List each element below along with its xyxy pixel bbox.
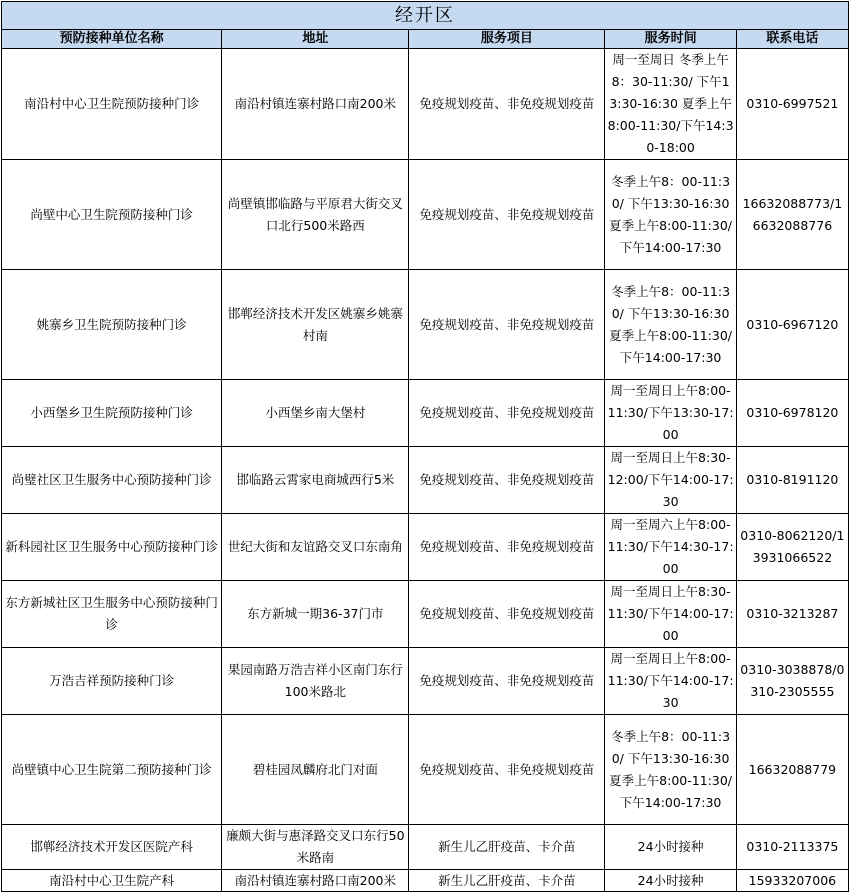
- cell-phone: 0310-6967120: [736, 270, 848, 380]
- cell-address: 南沿村镇连寨村路口南200米: [222, 49, 409, 160]
- cell-service: 免疫规划疫苗、非免疫规划疫苗: [409, 270, 605, 380]
- cell-phone: 0310-8062120/13931066522: [736, 514, 848, 581]
- cell-service: 免疫规划疫苗、非免疫规划疫苗: [409, 648, 605, 715]
- cell-phone: 0310-3213287: [736, 581, 848, 648]
- cell-service: 免疫规划疫苗、非免疫规划疫苗: [409, 49, 605, 160]
- cell-service: 新生儿乙肝疫苗、卡介苗: [409, 870, 605, 892]
- cell-address: 廉颇大街与惠泽路交叉口东行50米路南: [222, 825, 409, 870]
- cell-phone: 16632088773/16632088776: [736, 160, 848, 270]
- table-body: [2, 49, 849, 892]
- cell-phone: 0310-6978120: [736, 380, 848, 447]
- cell-time: 周一至周日上午8:30-11:30/下午14:00-17:00: [605, 581, 736, 648]
- cell-address: 邯郸经济技术开发区姚寨乡姚寨村南: [222, 270, 409, 380]
- cell-phone: 0310-6997521: [736, 49, 848, 160]
- cell-address: 世纪大街和友谊路交叉口东南角: [222, 514, 409, 581]
- table-title: 经开区: [2, 2, 849, 30]
- cell-time: 周一至周六上午8:00-11:30/下午14:30-17:00: [605, 514, 736, 581]
- table-row: [2, 825, 849, 870]
- cell-name: 新科园社区卫生服务中心预防接种门诊: [2, 514, 222, 581]
- cell-service: 免疫规划疫苗、非免疫规划疫苗: [409, 380, 605, 447]
- table-row: [2, 380, 849, 447]
- table-row: [2, 447, 849, 514]
- cell-address: 东方新城一期36-37门市: [222, 581, 409, 648]
- cell-address: 南沿村镇连寨村路口南200米: [222, 870, 409, 892]
- cell-name: 尚壁镇中心卫生院第二预防接种门诊: [2, 715, 222, 825]
- cell-service: 免疫规划疫苗、非免疫规划疫苗: [409, 581, 605, 648]
- header-phone: 联系电话: [736, 30, 848, 49]
- table-row: [2, 514, 849, 581]
- cell-time: 冬季上午8：00-11:30/ 下午13:30-16:30 夏季上午8:00-11:30/下午14:00-17:30: [605, 160, 736, 270]
- cell-service: 免疫规划疫苗、非免疫规划疫苗: [409, 447, 605, 514]
- table-row: [2, 648, 849, 715]
- cell-name: 姚寨乡卫生院预防接种门诊: [2, 270, 222, 380]
- cell-address: 小西堡乡南大堡村: [222, 380, 409, 447]
- cell-time: 周一至周日上午8:30-12:00/下午14:00-17:30: [605, 447, 736, 514]
- cell-phone: 15933207006: [736, 870, 848, 892]
- table-row: [2, 715, 849, 825]
- cell-time: 24小时接种: [605, 825, 736, 870]
- header-time: 服务时间: [605, 30, 736, 49]
- cell-time: 周一至周日上午8:00-11:30/下午14:00-17:30: [605, 648, 736, 715]
- cell-phone: 16632088779: [736, 715, 848, 825]
- cell-name: 南沿村中心卫生院产科: [2, 870, 222, 892]
- cell-service: 免疫规划疫苗、非免疫规划疫苗: [409, 514, 605, 581]
- header-name: 预防接种单位名称: [2, 30, 222, 49]
- cell-service: 免疫规划疫苗、非免疫规划疫苗: [409, 715, 605, 825]
- clinic-table: [1, 1, 849, 892]
- cell-name: 尚壁中心卫生院预防接种门诊: [2, 160, 222, 270]
- cell-phone: 0310-3038878/0310-2305555: [736, 648, 848, 715]
- cell-service: 新生儿乙肝疫苗、卡介苗: [409, 825, 605, 870]
- cell-name: 南沿村中心卫生院预防接种门诊: [2, 49, 222, 160]
- cell-name: 小西堡乡卫生院预防接种门诊: [2, 380, 222, 447]
- cell-time: 周一至周日上午8:00-11:30/下午13:30-17:00: [605, 380, 736, 447]
- table-row: [2, 581, 849, 648]
- cell-name: 万浩吉祥预防接种门诊: [2, 648, 222, 715]
- cell-address: 果园南路万浩吉祥小区南门东行100米路北: [222, 648, 409, 715]
- cell-address: 邯临路云霄家电商城西行5米: [222, 447, 409, 514]
- cell-time: 冬季上午8：00-11:30/ 下午13:30-16:30 夏季上午8:00-11:30/下午14:00-17:30: [605, 715, 736, 825]
- header-address: 地址: [222, 30, 409, 49]
- table-row: [2, 270, 849, 380]
- cell-phone: 0310-8191120: [736, 447, 848, 514]
- header-service: 服务项目: [409, 30, 605, 49]
- table-row: [2, 49, 849, 160]
- table-row: [2, 870, 849, 892]
- table-row: [2, 160, 849, 270]
- cell-time: 24小时接种: [605, 870, 736, 892]
- cell-address: 碧桂园凤麟府北门对面: [222, 715, 409, 825]
- cell-time: 冬季上午8：00-11:30/ 下午13:30-16:30 夏季上午8:00-11:30/下午14:00-17:30: [605, 270, 736, 380]
- cell-time: 周一至周日 冬季上午8：30-11:30/ 下午13:30-16:30 夏季上午8:00-11:30/下午14:30-18:00: [605, 49, 736, 160]
- cell-name: 尚璧社区卫生服务中心预防接种门诊: [2, 447, 222, 514]
- cell-name: 邯郸经济技术开发区医院产科: [2, 825, 222, 870]
- cell-service: 免疫规划疫苗、非免疫规划疫苗: [409, 160, 605, 270]
- cell-name: 东方新城社区卫生服务中心预防接种门诊: [2, 581, 222, 648]
- cell-address: 尚壁镇邯临路与平原君大街交叉口北行500米路西: [222, 160, 409, 270]
- cell-phone: 0310-2113375: [736, 825, 848, 870]
